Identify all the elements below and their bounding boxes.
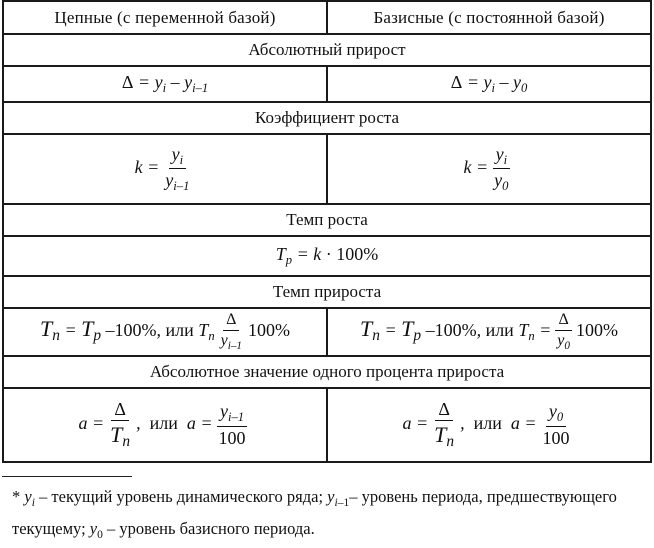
section-increment-rate: Темп прироста xyxy=(3,276,651,308)
header-chain: Цепные (с переменной базой) xyxy=(3,1,327,34)
equation: k = $\frac{y_i}{y_{i-1}}$ xyxy=(135,157,196,177)
formula-row-one-percent xyxy=(3,388,651,462)
fraction: $\frac{y_{i-1}}{100}$ xyxy=(218,401,246,448)
footnote: * $y_i$ – текущий уровень динамического ряда; $y_{i-1}-$ уровень периода, предшествующего текущему; $y_0$ – уровень базисного периода. xyxy=(12,487,617,541)
formula-base-coefficient xyxy=(327,134,651,204)
formula-chain-one-percent xyxy=(3,388,327,462)
footnote-part-2: – уровень периода, предшествующего текущему; xyxy=(12,487,617,538)
equation: k = $\frac{y_i}{y_0}$ xyxy=(464,157,515,177)
formula-row-growth-coefficient xyxy=(3,134,651,204)
fraction: $\frac{\Delta}{T_n}$ xyxy=(110,398,131,450)
formula-base-absolute xyxy=(327,66,651,102)
section-row xyxy=(3,34,651,66)
section-absolute-growth: Абсолютный прирост xyxy=(3,34,651,66)
formula-row-absolute-growth xyxy=(3,66,651,102)
equation: $T_n = T_p$ –100%, или $T_n$ $\frac{\Delta}{y_{i-1}}$ 100% xyxy=(39,310,291,352)
equation: $\Delta = y_i - y_{i-1}$ xyxy=(121,72,209,95)
footnote-part-1: – текущий уровень динамического ряда; xyxy=(39,487,324,506)
equation: a = $\frac{\Delta}{T_n}$ , или a = $\frac{y_{i-1}}{100}$ xyxy=(78,413,251,433)
footnote-star: * xyxy=(12,487,21,506)
equation: $T_n = T_p$ –100%, или $T_n$ = $\frac{\Delta}{y_0}$ 100% xyxy=(360,310,618,352)
section-one-percent-value: Абсолютное значение одного процента прироста xyxy=(3,356,651,388)
formula-base-increment xyxy=(327,308,651,356)
section-row xyxy=(3,102,651,134)
equation: $T_p = k \cdot 100\%$ xyxy=(275,244,379,267)
formula-chain-increment xyxy=(3,308,327,356)
footnote-rule xyxy=(2,476,132,477)
footnote-part-3: – уровень базисного периода. xyxy=(107,519,315,538)
section-row xyxy=(3,356,651,388)
fraction: $\frac{\Delta}{y_{i-1}}$ xyxy=(220,310,243,352)
formula-chain-coefficient xyxy=(3,134,327,204)
fraction: $\frac{y_i}{y_{i-1}}$ xyxy=(165,143,190,193)
fraction: $\frac{\Delta}{y_0}$ xyxy=(557,310,570,352)
section-row xyxy=(3,276,651,308)
formula-chain-absolute xyxy=(3,66,327,102)
formula-row-growth-rate xyxy=(3,236,651,276)
header-row xyxy=(3,1,651,34)
header-base: Базисные (с постоянной базой) xyxy=(327,1,651,34)
section-growth-rate: Темп роста xyxy=(3,204,651,236)
fraction: $\frac{y_0}{100}$ xyxy=(542,401,570,448)
formula-base-one-percent xyxy=(327,388,651,462)
equation: $\Delta = y_i - y_0$ xyxy=(450,72,528,95)
formula-growth-rate xyxy=(3,236,651,276)
time-series-indicators-table xyxy=(2,0,652,463)
section-growth-coefficient: Коэффициент роста xyxy=(3,102,651,134)
formula-row-increment-rate xyxy=(3,308,651,356)
fraction: $\frac{\Delta}{T_n}$ xyxy=(434,398,455,450)
section-row xyxy=(3,204,651,236)
equation: a = $\frac{\Delta}{T_n}$ , или a = $\frac{y_0}{100}$ xyxy=(402,413,575,433)
fraction: $\frac{y_i}{y_0}$ xyxy=(494,143,509,193)
